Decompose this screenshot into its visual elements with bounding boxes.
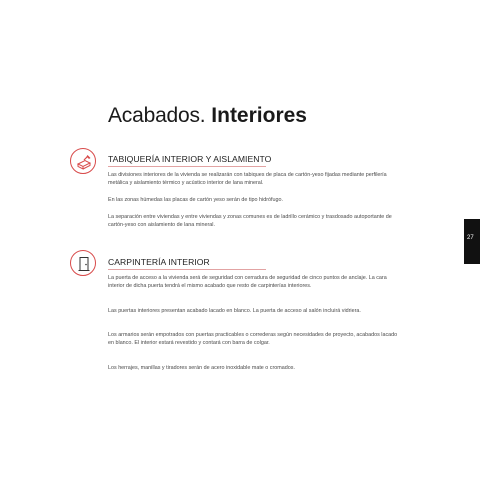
paragraph: Los armarios serán empotrados con puertas practicables o correderas según necesidades de proyecto, acabados lacado en blanco. El interior estará revestido y contará con barra de colgar. — [108, 332, 398, 346]
section-divider — [108, 166, 266, 167]
title-bold: Interiores — [211, 104, 307, 127]
brick-trowel-icon — [70, 148, 96, 174]
paragraph: Las puertas interiores presentan acabado lacado en blanco. La puerta de acceso al salón incluirá vidriera. — [108, 308, 361, 314]
page-number-tab — [464, 219, 480, 264]
section-heading-tabiqueria: TABIQUERÍA INTERIOR Y AISLAMIENTO — [108, 154, 272, 164]
title-light: Acabados. — [108, 104, 206, 127]
section-heading-carpinteria: CARPINTERÍA INTERIOR — [108, 257, 210, 267]
paragraph: Las divisiones interiores de la vivienda se realizarán con tabiques de placa de cartón-yeso fijadas mediante perfilería metálica y aislamiento térmico y acústico interior de lana mineral. — [108, 172, 387, 186]
page-number: 27 — [467, 235, 474, 241]
paragraph: La puerta de acceso a la vivienda será de seguridad con cerradura de seguridad de cinco puntos de anclaje. La cara interior de dicha puerta tendrá el mismo acabado que resto de carpinterías interiores. — [108, 275, 387, 289]
paragraph: En las zonas húmedas las placas de cartón yeso serán de tipo hidrófugo. — [108, 197, 284, 203]
door-icon — [70, 250, 96, 276]
section-divider — [108, 269, 266, 270]
page-title — [108, 104, 307, 128]
paragraph: La separación entre viviendas y entre viviendas y zonas comunes es de ladrillo cerámico y trasdosado autoportante de cartón-yeso con aislamiento de lana mineral. — [108, 214, 392, 228]
paragraph: Los herrajes, manillas y tiradores serán de acero inoxidable mate o cromados. — [108, 365, 295, 371]
